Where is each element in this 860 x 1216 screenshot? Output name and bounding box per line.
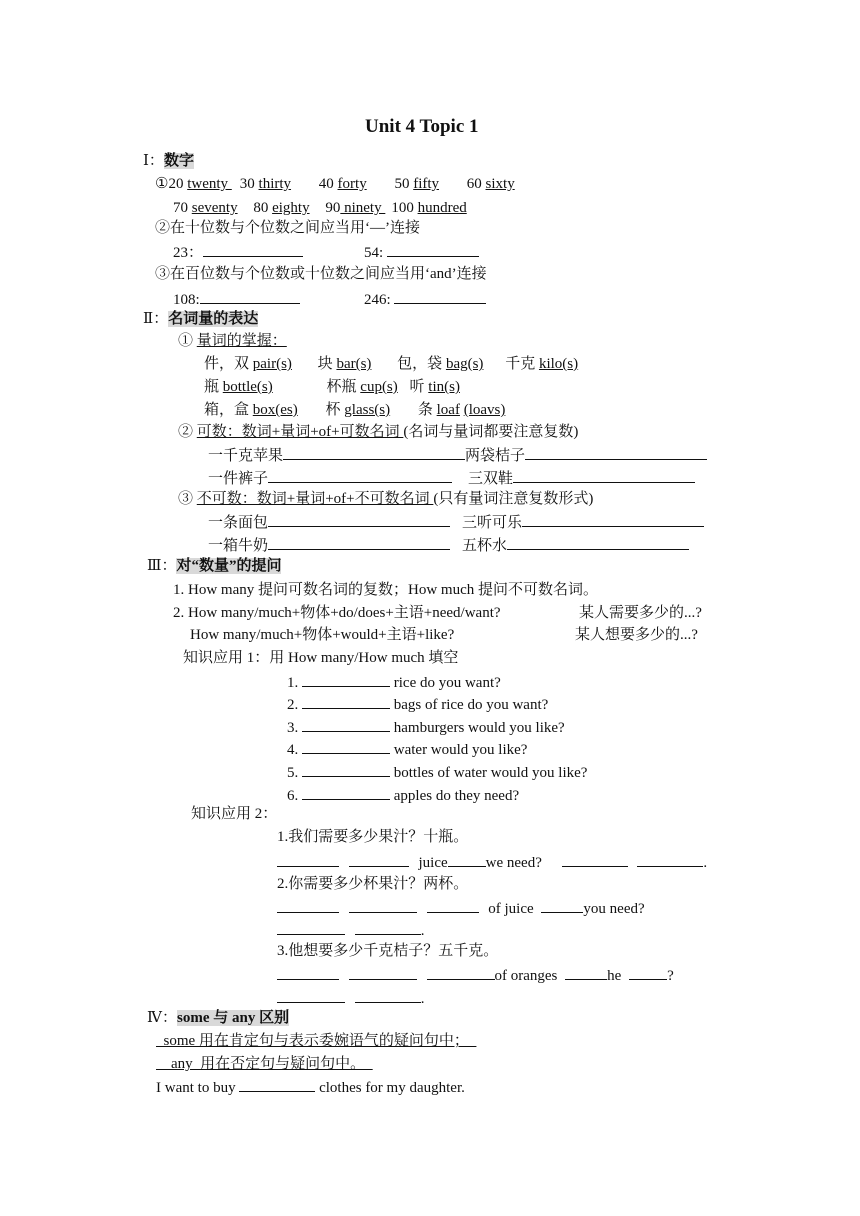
- answer-blank[interactable]: [562, 852, 628, 867]
- answer-blank[interactable]: [283, 445, 465, 460]
- cn: 条: [417, 402, 437, 418]
- item-text: bottles of water would you like?: [393, 765, 588, 781]
- application-1-heading: 知识应用 1：用 How many/How much 填空: [183, 650, 459, 666]
- example: 一件裤子: [208, 471, 269, 487]
- translation-prompt: 3.他想要多少千克桔子？五千克。: [277, 943, 499, 959]
- subheading-3: [178, 489, 593, 509]
- point-3-meaning: 某人想要多少的...?: [575, 627, 698, 643]
- rule-any: any 用在否定句与疑问句中。: [156, 1056, 373, 1072]
- answer-blank[interactable]: [302, 717, 390, 732]
- cn: 件，双: [204, 356, 253, 372]
- fill-item: [287, 762, 587, 783]
- en: (loavs): [463, 402, 506, 418]
- measure-row-1: [204, 354, 578, 374]
- cn: 块: [317, 356, 337, 372]
- answer-blank[interactable]: [522, 512, 704, 527]
- item-text: bags of rice do you want?: [393, 697, 549, 713]
- circle-num: ③: [178, 491, 194, 507]
- answer-blank[interactable]: [302, 785, 390, 800]
- en: glass(s): [344, 402, 391, 418]
- example: 两袋桔子: [465, 448, 526, 464]
- cn: 包，袋: [397, 356, 446, 372]
- note: (只有量词注意复数形式): [433, 491, 594, 507]
- translation-line: [277, 852, 707, 873]
- numbers-row-1: [155, 174, 515, 194]
- example: 一千克苹果: [208, 448, 284, 464]
- sentence-end: clothes for my daughter.: [319, 1080, 465, 1096]
- example: 一条面包: [208, 515, 269, 531]
- answer-blank[interactable]: [277, 852, 339, 867]
- number-word: sixty: [485, 176, 515, 192]
- prompt: 23：: [173, 245, 204, 261]
- answer-blank[interactable]: [507, 535, 689, 550]
- line-text: you need?: [583, 901, 645, 917]
- number-word: ninety: [340, 200, 386, 216]
- exercise-246: [364, 289, 486, 310]
- number-word: seventy: [191, 200, 238, 216]
- circle-num: ①: [155, 176, 169, 192]
- exercise-54: [364, 242, 479, 263]
- prompt: 54:: [364, 245, 384, 261]
- line-text: .: [420, 991, 425, 1007]
- sentence-start: I want to buy: [156, 1080, 236, 1096]
- item-number: 2.: [287, 697, 299, 713]
- item-number: 4.: [287, 742, 299, 758]
- section-3-heading: [147, 556, 281, 576]
- rule-text: ②在十位数与个位数之间应当用‘—’连接: [155, 220, 420, 236]
- answer-blank[interactable]: [268, 468, 452, 483]
- roman-numeral: Ⅰ：: [143, 153, 164, 169]
- item-number: 3.: [287, 720, 299, 736]
- answer-blank[interactable]: [637, 852, 703, 867]
- answer-blank[interactable]: [349, 852, 409, 867]
- answer-blank[interactable]: [277, 988, 345, 1003]
- en: cup(s): [360, 379, 398, 395]
- page-title: Unit 4 Topic 1: [365, 116, 479, 137]
- cn: 杯瓶: [326, 379, 361, 395]
- number: 30: [239, 176, 255, 192]
- note: (名词与量词都要注意复数): [403, 424, 579, 440]
- line-text: we need?: [485, 855, 542, 871]
- roman-numeral: Ⅲ：: [147, 558, 177, 574]
- answer-blank[interactable]: [427, 898, 479, 913]
- numbers-row-2: [173, 198, 467, 218]
- answer-blank[interactable]: [387, 242, 479, 257]
- point-2-meaning: 某人需要多少的...?: [579, 605, 702, 621]
- number-word: hundred: [417, 200, 467, 216]
- number: 50: [394, 176, 410, 192]
- line-text: .: [703, 855, 708, 871]
- line-text: juice: [418, 855, 448, 871]
- item-text: rice do you want?: [393, 675, 501, 691]
- item-text: hamburgers would you like?: [393, 720, 565, 736]
- subheading-text: 量词的掌握：: [196, 333, 287, 349]
- translation-line: [277, 898, 645, 919]
- point-3: How many/much+物体+would+主语+like?: [190, 627, 455, 643]
- number: 40: [318, 176, 334, 192]
- number-word: twenty: [187, 176, 232, 192]
- answer-blank[interactable]: [513, 468, 695, 483]
- circle-num: ②: [178, 424, 194, 440]
- answer-blank[interactable]: [448, 852, 486, 867]
- line-text: of juice: [488, 901, 534, 917]
- example-row: [208, 445, 707, 466]
- item-text: apples do they need?: [393, 788, 520, 804]
- subheading-text: 可数：数词+量词+of+可数名词: [196, 424, 404, 440]
- answer-blank[interactable]: [565, 965, 607, 980]
- answer-blank[interactable]: [427, 965, 495, 980]
- exercise-108: [173, 289, 300, 310]
- fill-item: [287, 739, 527, 760]
- number: 90: [325, 200, 341, 216]
- item-number: 1.: [287, 675, 299, 691]
- answer-blank[interactable]: [302, 694, 390, 709]
- section-title: 名词量的表达: [168, 311, 259, 327]
- point-2: 2. How many/much+物体+do/does+主语+need/want?: [173, 605, 501, 621]
- example-row: [208, 535, 689, 556]
- subheading-text: 不可数：数词+量词+of+不可数名词: [196, 491, 434, 507]
- answer-blank[interactable]: [355, 988, 421, 1003]
- answer-blank[interactable]: [629, 965, 667, 980]
- section-title: some 与 any 区别: [177, 1010, 290, 1026]
- example-row: [208, 468, 695, 489]
- en: bottle(s): [222, 379, 273, 395]
- cn: 杯: [325, 402, 345, 418]
- rule-some: some 用在肯定句与表示委婉语气的疑问句中；: [156, 1033, 477, 1049]
- answer-blank[interactable]: [349, 898, 417, 913]
- translation-line-cont: [277, 920, 425, 941]
- en: tin(s): [428, 379, 460, 395]
- rule-text: ③在百位数与个位数或十位数之间应当用‘and’连接: [155, 266, 487, 282]
- line-text: .: [420, 923, 425, 939]
- answer-blank[interactable]: [349, 965, 417, 980]
- answer-blank[interactable]: [394, 289, 486, 304]
- number: 80: [253, 200, 269, 216]
- example: 三双鞋: [468, 471, 514, 487]
- line-text: ?: [667, 968, 674, 984]
- exercise-sentence: [156, 1077, 465, 1098]
- cn: 箱，盒: [204, 402, 253, 418]
- translation-line: [277, 965, 674, 986]
- number: 20: [168, 176, 184, 192]
- section-title: 对“数量”的提问: [176, 558, 282, 574]
- en: loaf: [436, 402, 460, 418]
- answer-blank[interactable]: [525, 445, 707, 460]
- answer-blank[interactable]: [277, 965, 339, 980]
- line-text: he: [607, 968, 622, 984]
- line-text: of oranges: [494, 968, 558, 984]
- circle-num: ①: [178, 333, 194, 349]
- fill-item: [287, 672, 501, 693]
- answer-blank[interactable]: [277, 920, 345, 935]
- translation-prompt: 1.我们需要多少果汁？十瓶。: [277, 829, 469, 845]
- subheading-1: [178, 331, 287, 351]
- number-word: fifty: [413, 176, 440, 192]
- en: pair(s): [252, 356, 292, 372]
- measure-row-3: [204, 400, 505, 420]
- number-word: forty: [337, 176, 367, 192]
- roman-numeral: Ⅱ：: [143, 311, 169, 327]
- fill-item: [287, 717, 565, 738]
- answer-blank[interactable]: [355, 920, 421, 935]
- cn: 瓶: [204, 379, 223, 395]
- answer-blank[interactable]: [302, 739, 390, 754]
- section-title: 数字: [163, 153, 194, 169]
- roman-numeral: Ⅳ：: [147, 1010, 177, 1026]
- item-number: 5.: [287, 765, 299, 781]
- en: box(es): [252, 402, 298, 418]
- answer-blank[interactable]: [302, 762, 390, 777]
- item-number: 6.: [287, 788, 299, 804]
- subheading-2: [178, 422, 578, 442]
- fill-item: [287, 694, 548, 715]
- en: kilo(s): [538, 356, 579, 372]
- item-text: water would you like?: [393, 742, 528, 758]
- number: 70: [173, 200, 188, 216]
- example: 五杯水: [462, 538, 508, 554]
- prompt: 108:: [173, 292, 200, 308]
- section-4-heading: [147, 1008, 289, 1028]
- answer-blank[interactable]: [268, 512, 450, 527]
- answer-blank[interactable]: [239, 1077, 315, 1092]
- section-2-heading: [143, 309, 258, 329]
- example-row: [208, 512, 704, 533]
- en: bag(s): [445, 356, 484, 372]
- example: 三听可乐: [462, 515, 523, 531]
- fill-item: [287, 785, 519, 806]
- translation-line-cont: [277, 988, 425, 1009]
- point-1: 1. How many 提问可数名词的复数；How much 提问不可数名词。: [173, 582, 598, 598]
- cn: 听: [409, 379, 429, 395]
- answer-blank[interactable]: [277, 898, 339, 913]
- answer-blank[interactable]: [541, 898, 583, 913]
- number-word: thirty: [258, 176, 292, 192]
- number-word: eighty: [272, 200, 310, 216]
- example: 一箱牛奶: [208, 538, 269, 554]
- section-1-heading: [143, 151, 194, 171]
- measure-row-2: [204, 377, 460, 397]
- cn: 千克: [505, 356, 539, 372]
- answer-blank[interactable]: [200, 289, 300, 304]
- number: 60: [466, 176, 482, 192]
- en: bar(s): [336, 356, 372, 372]
- answer-blank[interactable]: [203, 242, 303, 257]
- translation-prompt: 2.你需要多少杯果汁？两杯。: [277, 876, 469, 892]
- application-2-heading: 知识应用 2：: [191, 806, 278, 822]
- exercise-23: [173, 242, 303, 263]
- number: 100: [391, 200, 414, 216]
- answer-blank[interactable]: [268, 535, 450, 550]
- answer-blank[interactable]: [302, 672, 390, 687]
- prompt: 246:: [364, 292, 391, 308]
